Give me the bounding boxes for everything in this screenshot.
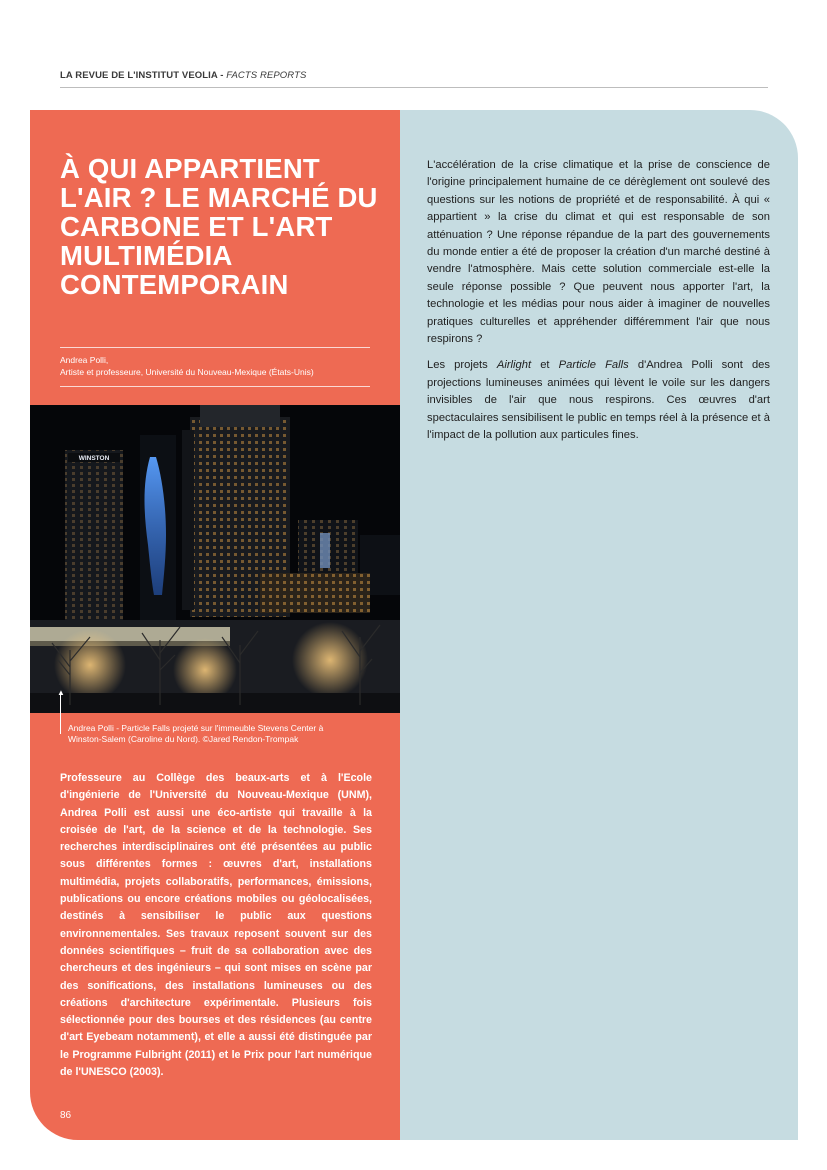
title-rule-top (60, 347, 370, 348)
night-city-illustration (30, 405, 400, 713)
caption-line-2: Winston-Salem (Caroline du Nord). ©Jared Rendon-Trompak (68, 734, 299, 744)
author-name: Andrea Polli, (60, 355, 109, 365)
p2-text-2: et (531, 359, 559, 372)
publication-name: LA REVUE DE L'INSTITUT VEOLIA (60, 70, 218, 81)
article-photo (30, 405, 400, 713)
page-number: 86 (60, 1110, 72, 1121)
publication-subtitle: FACTS REPORTS (226, 70, 307, 81)
caption-pointer-line (60, 694, 61, 734)
intro-paragraph-1: L'accélération de la crise climatique et la prise de conscience de l'origine principalement humaine de ce dérèglement ont soulevé des questions sur les notions de propriété et de responsabilité. À qui « appartient » la crise du climat et qui est responsable de son atténuation ? Une réponse répandue de la part des gouvernements du monde entier a été de proposer la création d'un marché destiné à vendre l'atmosphère. Mais cette solution commerciale est-elle la seule réponse possible ? Que peuvent nous apporter l'art, la technologie et les médias pour nous aider à imaginer de nouvelles pratiques culturelles et appréhender différemment l'air que nous respirons ? (427, 159, 770, 346)
projection-building (140, 435, 176, 635)
intro-paragraph-2 (427, 357, 770, 444)
p2-text-1: Les projets (427, 359, 497, 372)
caption-line-1: Andrea Polli - Particle Falls projeté sur l'immeuble Stevens Center à (68, 723, 324, 733)
running-header (60, 70, 768, 88)
author-biography: Professeure au Collège des beaux-arts et à l'Ecole d'ingénierie de l'Université du Nouveau-Mexique (UNM), Andrea Polli est aussi une éco-artiste qui travaille à la croisée de l'art, de la science et de la technologie. Ses recherches interdisciplinaires ont été présentées au public sous différentes formes : œuvres d'art, installations multimédia, projets collaboratifs, performances, émissions, publications ou encore créations mobiles ou géolocalisées, destinés à sensibiliser le public aux questions environnementales. Ses travaux reposent souvent sur des données scientifiques – fruit de sa collaboration avec des chercheurs et des ingénieurs – qui sont mises en scène par des sonifications, des installations lumineuses ou des créations d'architecture expérimentale. Plusieurs fois sélectionnée pour des bourses et des résidences (au centre d'art Eyebeam notamment), et elle a aussi été distinguée par le Programme Fulbright (2011) et le Prix pour l'art numérique de l'UNESCO (2003). (60, 772, 372, 1079)
left-panel (30, 110, 400, 1140)
title-rule-bottom (60, 386, 370, 387)
winston-sign: WINSTON (78, 455, 110, 462)
airlight-title: Airlight (496, 359, 532, 372)
caption-arrow-icon: ▲ (57, 688, 65, 697)
p2-text-3: d'Andrea Polli sont des projections lumineuses animées qui lèvent le voile sur les dangers invisibles de l'air que nous respirons. Ces œuvres d'art spectaculaires sensibilisent le public en temps réel à la présence et à l'impact de la pollution aux particules fines. (427, 359, 770, 442)
right-panel (400, 110, 798, 1140)
particle-falls-title: Particle Falls (558, 359, 629, 372)
photo-caption (68, 723, 388, 745)
author-role: Artiste et professeure, Université du Nouveau-Mexique (États-Unis) (60, 367, 314, 377)
header-separator: - (217, 70, 227, 81)
intro-text (427, 157, 770, 454)
author-block (60, 354, 380, 378)
article-title: À QUI APPARTIENT L'AIR ? LE MARCHÉ DU CARBONE ET L'ART MULTIMÉDIA CONTEMPORAIN (60, 153, 378, 300)
